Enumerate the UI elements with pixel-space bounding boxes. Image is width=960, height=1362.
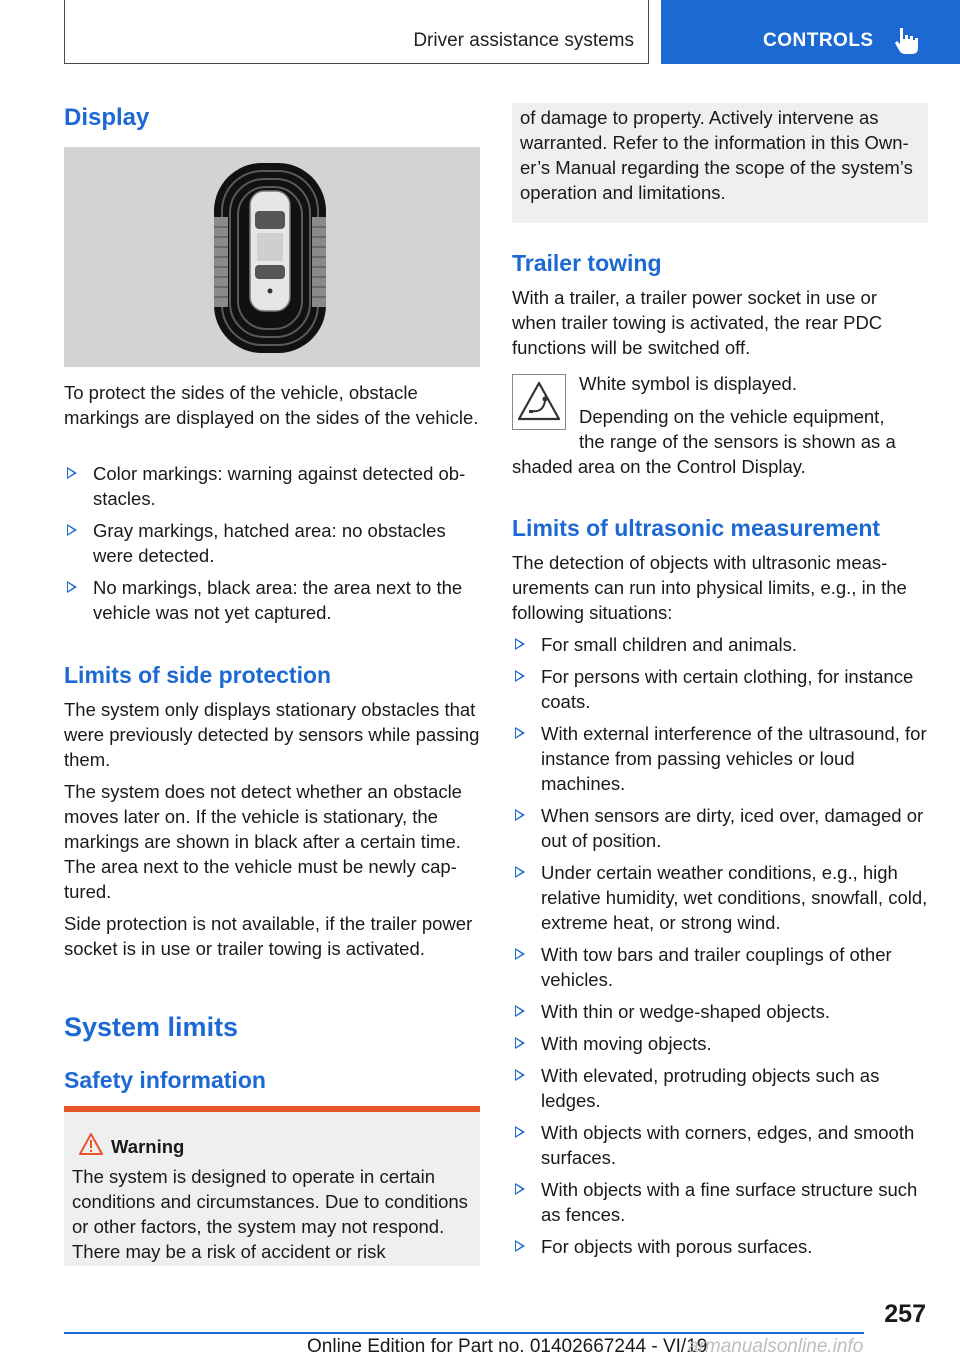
list-item: For objects with porous surfaces. [512, 1234, 932, 1259]
display-heading: Display [64, 104, 150, 131]
warning-bar [64, 1106, 480, 1112]
display-bullet-list [64, 461, 480, 632]
ultrasonic-bullet-list [512, 632, 932, 1266]
list-item: For persons with certain clothing, for instance coats. [512, 664, 932, 714]
list-item: With moving objects. [512, 1031, 932, 1056]
display-description [64, 380, 480, 430]
bullet-triangle-icon [515, 1126, 525, 1138]
ultrasonic-paragraph: The detection of objects with ultrasonic measurements can run into physical limits, e.g., in the following situations: [512, 552, 907, 623]
warning-title: Warning [111, 1136, 185, 1157]
pointing-hand-icon [894, 26, 920, 56]
list-item: When sensors are dirty, iced over, damaged or out of position. [512, 803, 932, 853]
safety-information-heading: Safety information [64, 1067, 266, 1093]
chapter-tab-label: CONTROLS [763, 30, 874, 51]
trailer-paragraph: With a trailer, a trailer power socket in use or when trailer towing is activated, the rear PDC functions will be switched off. [512, 287, 883, 358]
warning-continued-text: of damage to property. Actively intervene as warranted. Refer to the information in this Owner’s Manual regarding the scope of the system’s operation and limitations. [520, 107, 913, 203]
bullet-triangle-icon [67, 524, 77, 536]
list-item: Gray markings, hatched area: no obstacles were detected. [64, 518, 480, 568]
ultrasonic-limits-heading: Limits of ultrasonic measurement [512, 515, 881, 541]
list-item: Under certain weather conditions, e.g., high relative humidity, wet conditions, snowfall, cold, extreme heat, or strong wind. [512, 860, 932, 935]
side-protection-body [64, 697, 482, 961]
bullet-triangle-icon [515, 638, 525, 650]
bullet-triangle-icon [515, 809, 525, 821]
bullet-triangle-icon [515, 1069, 525, 1081]
vehicle-top-view-illustration [64, 147, 480, 367]
list-item: With external interference of the ultrasound, for instance from passing vehicles or loud machines. [512, 721, 932, 796]
warning-box [64, 1106, 480, 1266]
bullet-triangle-icon [515, 670, 525, 682]
trailer-symbol-box [512, 374, 566, 430]
section-title: Driver assistance systems [413, 30, 634, 51]
bullet-triangle-icon [515, 1005, 525, 1017]
side-paragraph-1: The system only displays stationary obstacles that were previously detected by sensors while passing them. [64, 699, 480, 770]
bullet-triangle-icon [515, 727, 525, 739]
section-header-box [64, 0, 649, 64]
list-item: For small children and animals. [512, 632, 932, 657]
side-protection-heading: Limits of side protection [64, 662, 332, 688]
bullet-triangle-icon [515, 1037, 525, 1049]
bullet-triangle-icon [515, 866, 525, 878]
list-item: With objects with a fine surface structure such as fences. [512, 1177, 932, 1227]
bullet-triangle-icon [515, 948, 525, 960]
bullet-triangle-icon [515, 1240, 525, 1252]
bullet-triangle-icon [67, 581, 77, 593]
edition-text: Online Edition for Part no. 01402667244 - VI/19 [307, 1336, 708, 1357]
warning-text: The system is designed to operate in certain conditions and circumstances. Due to conditions or other factors, the system may not respond. There may be a risk of accident or risk [72, 1166, 468, 1262]
page-number: 257 [884, 1300, 926, 1328]
list-item: With elevated, protruding objects such as ledges. [512, 1063, 932, 1113]
trailer-range-line-2: the range of the sensors is shown as a [579, 431, 896, 452]
list-item: With objects with corners, edges, and smooth surfaces. [512, 1120, 932, 1170]
side-paragraph-3: Side protection is not available, if the trailer power socket is in use or trailer towing is activated. [64, 913, 473, 959]
watermark-text: armanualsonline.info [688, 1336, 864, 1357]
trailer-range-line-1: Depending on the vehicle equipment, [579, 406, 885, 427]
warning-continued-box [512, 103, 928, 223]
footer-divider [64, 1332, 864, 1334]
list-item: Color markings: warning against detected obstacles. [64, 461, 480, 511]
list-item: No markings, black area: the area next to the vehicle was not yet captured. [64, 575, 480, 625]
bullet-triangle-icon [515, 1183, 525, 1195]
bullet-triangle-icon [67, 467, 77, 479]
system-limits-heading: System limits [64, 1012, 239, 1042]
trailer-symbol-text: White symbol is displayed. [579, 373, 797, 394]
trailer-warning-icon [513, 375, 565, 429]
list-item: With thin or wedge-shaped objects. [512, 999, 932, 1024]
ultrasonic-intro [512, 550, 928, 625]
chapter-tab [661, 0, 960, 64]
side-protection-figure [64, 147, 480, 367]
side-paragraph-2: The system does not detect whether an obstacle moves later on. If the vehicle is stationary, the markings are shown in black after a certain time. The area next to the vehicle must be newly captured. [64, 781, 462, 902]
trailer-towing-body [512, 285, 912, 360]
page-header [0, 0, 960, 66]
trailer-range-line-3: shaded area on the Control Display. [512, 456, 806, 477]
warning-triangle-icon [78, 1132, 104, 1156]
display-paragraph: To protect the sides of the vehicle, obstacle markings are displayed on the sides of the vehicle. [64, 382, 479, 428]
trailer-towing-heading: Trailer towing [512, 250, 662, 276]
list-item: With tow bars and trailer couplings of other vehicles. [512, 942, 932, 992]
